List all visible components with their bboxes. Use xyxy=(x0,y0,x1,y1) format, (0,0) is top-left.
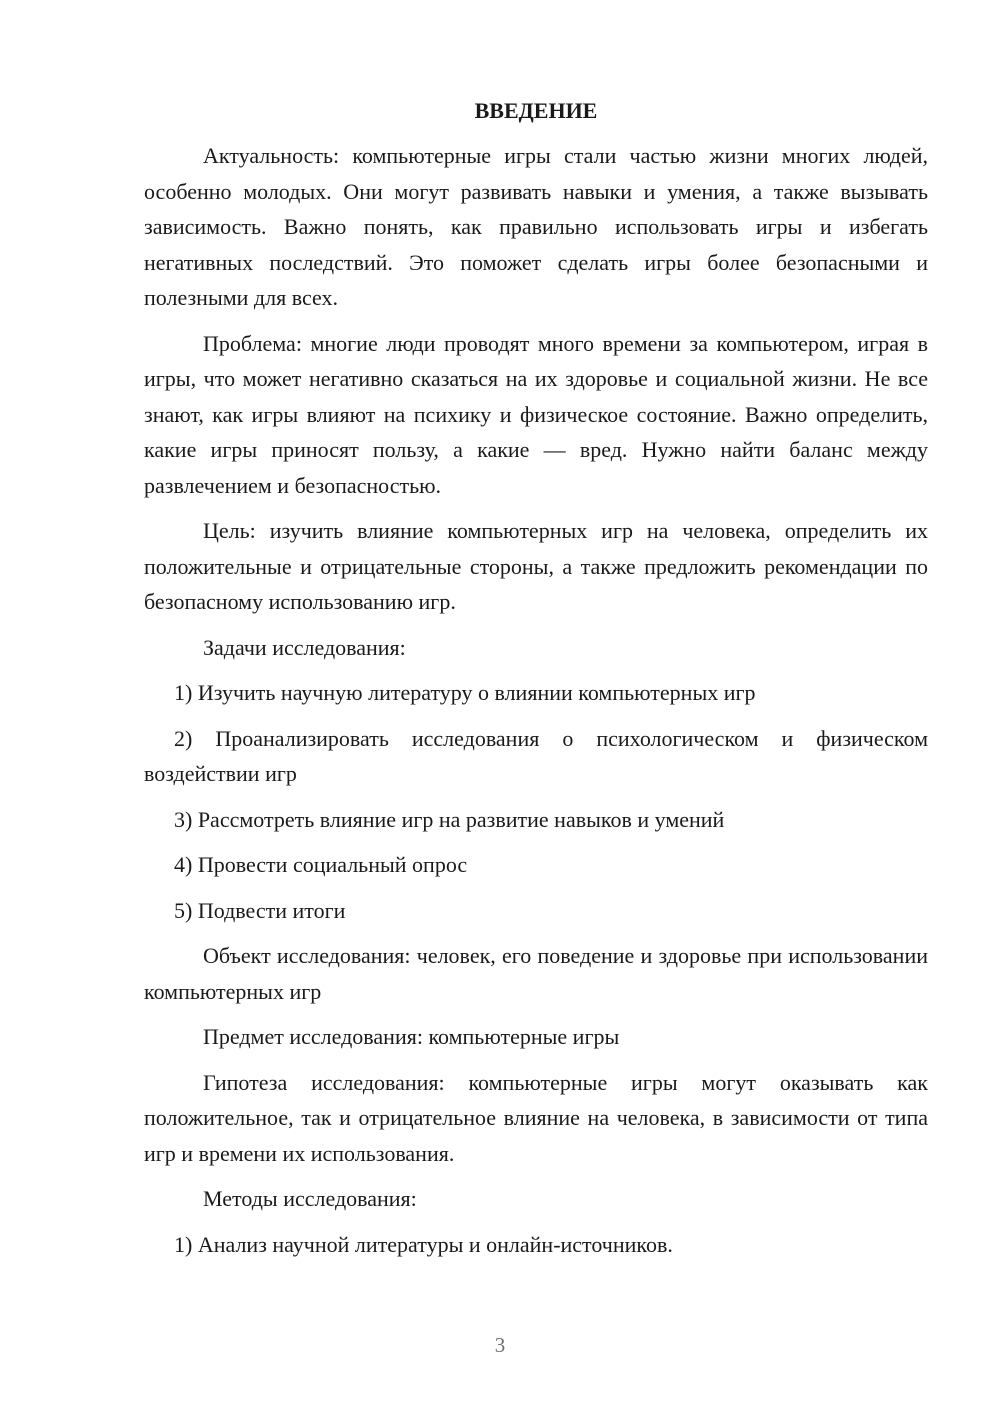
task-item: 4) Провести социальный опрос xyxy=(174,852,468,877)
paragraph-problem: Проблема: многие люди проводят много времени за компьютером, играя в игры, что может негативно сказаться на их здоровье и социальной жизни. Не все знают, как игры влияют на психику и физическое состояние. Важно определить, какие игры приносят пользу, а какие — вред. Нужно найти баланс между развлечением и безопасностью. xyxy=(144,330,928,498)
task-item: 3) Рассмотреть влияние игр на развитие навыков и умений xyxy=(174,806,725,832)
page-number: 3 xyxy=(494,1333,506,1357)
task-item: 5) Подвести итоги xyxy=(174,897,346,923)
paragraph-tasks-heading: Задачи исследования: xyxy=(203,634,406,660)
paragraph-goal: Цель: изучить влияние компьютерных игр на человека, определить их положительные и отрицательные стороны, а также предложить рекомендации по безопасному использованию игр. xyxy=(144,518,928,614)
paragraph-methods-heading: Методы исследования: xyxy=(203,1186,417,1211)
section-title: ВВЕДЕНИЕ xyxy=(474,98,598,123)
method-item: 1) Анализ научной литературы и онлайн-источников. xyxy=(174,1231,673,1257)
paragraph-object: Объект исследования: человек, его поведение и здоровье при использовании компьютерных игр xyxy=(144,943,928,1004)
paragraph-hypothesis: Гипотеза исследования: компьютерные игры могут оказывать как положительное, так и отрицательное влияние на человека, в зависимости от типа игр и времени их использования. xyxy=(144,1069,928,1166)
paragraph-subject: Предмет исследования: компьютерные игры xyxy=(203,1024,620,1049)
task-item: 2) Проанализировать исследования о психологическом и физическом воздействии игр xyxy=(144,725,928,786)
task-item: 1) Изучить научную литературу о влиянии компьютерных игр xyxy=(174,680,756,705)
page-content xyxy=(144,96,928,1272)
paragraph-relevance: Актуальность: компьютерные игры стали частью жизни многих людей, особенно молодых. Они могут развивать навыки и умения, а также вызывать зависимость. Важно понять, как правильно использовать игры и избегать негативных последствий. Это поможет сделать игры более безопасными и полезными для всех. xyxy=(144,143,928,310)
